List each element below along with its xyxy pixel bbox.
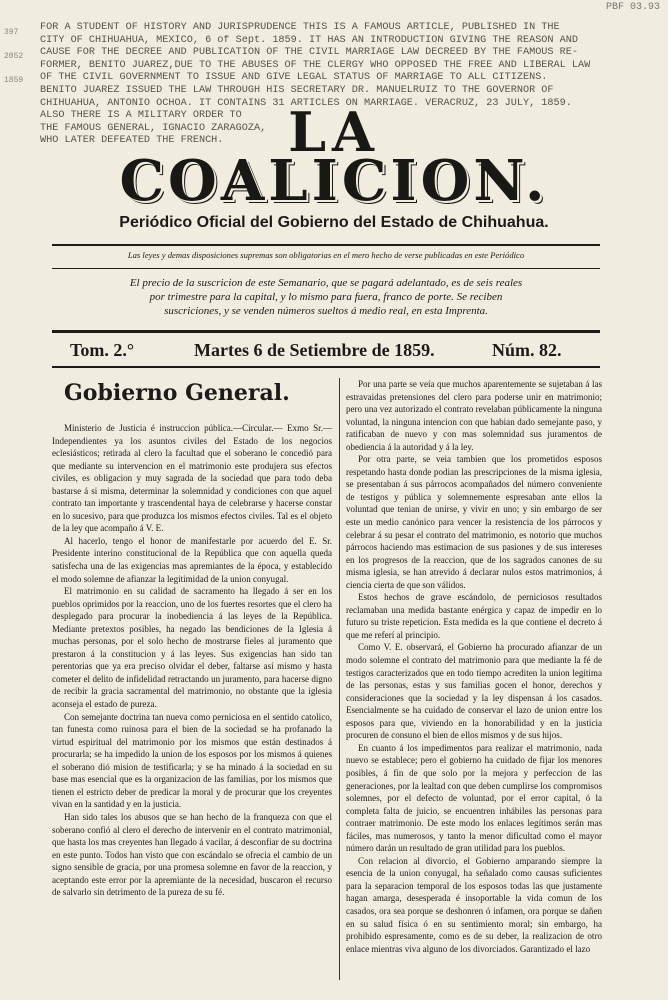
issue-date: Martes 6 de Setiembre de 1859. <box>194 340 435 360</box>
article-paragraph: Como V. E. observará, el Gobierno ha procurado afianzar de un modo solemne el contrato del matrimonio para que mediante la fé de testigos caracterizados que en todo tiempo acrediten la union legítima de las personas, estas y sus familias gocen el honor, derechos y consideraciones que la sociedad y la ley dispensan á los casados. Esencialmente se ha cuidado de conservar el lazo de union entre los esposos para que, viviendo en la honorabilidad y en la justicia procuren de consuno el bien de ellos mismos y de sus hijos. <box>346 642 602 741</box>
subscription-line: por trimestre para la capital, y lo mismo para fuera, franco de porte. Se reciben <box>149 291 503 303</box>
margin-mark: 1859 <box>4 76 24 85</box>
subscription-line: suscriciones, y se venden números sueltos á medio real, en esta Imprenta. <box>164 305 488 317</box>
divider-rule <box>52 330 600 333</box>
divider-rule <box>52 366 600 368</box>
subscription-line: El precio de la suscricion de este Semanario, que se pagará adelantado, es de seis reales <box>129 277 523 289</box>
article-paragraph: El matrimonio en su calidad de sacramento ha llegado á ser en los pueblos oprimidos por la reaccion, uno de los fuertes resortes que el clero ha desplegado para procurar la inobediencia á las leyes de la República. Mediante pretextos posibles, ha negado las bendiciones de la Iglesia á muchas personas, por el solo hecho de mostrarse fieles al juramento que prestaron á la constitucion y á las leyes. Sus exigencias han sido tan perentorias que ya era preciso olvidar el deber, faltarse así mismo y hasta cometer el delito de infidelidad retractando un juramento, para hacerse digno de recibir la gracia sacramental del matrimonio, no obstante que la iglesia aconseja el estado de pureza. <box>52 586 332 710</box>
margin-mark: 397 <box>4 28 19 37</box>
article-column-left <box>52 378 332 899</box>
margin-mark: 2052 <box>4 52 24 61</box>
typed-line: WHO LATER DEFEATED THE FRENCH. <box>40 135 224 147</box>
masthead-title: COALICION. <box>119 148 549 214</box>
article-column-right <box>346 378 602 955</box>
column-divider <box>339 378 340 980</box>
article-paragraph: Ministerio de Justicia é instruccion pública.—Circular.— Exmo Sr.—Independientes ya los asuntos civiles del Estado de los negocios eclesiásticos; retirada al clero la facultad que el soberano le concedió para que mediante su intervencion en el matrimonio este produjera sus efectos civiles, es obligacion y muy sagrada de la sociedad que para todo deba bastarse á si misma, determinar la solemnidad y condiciones con que aquel contrato tan importante y trascendental haya de celebrarse y hacerse constar en lo sucesivo, para que produzca los mismos efectos civiles. Tal es el objeto de la ley que acompaño á V. E. <box>52 423 332 534</box>
typed-line: OF THE CIVIL GOVERNMENT TO ISSUE AND GIVE LEGAL STATUS OF MARRIAGE TO ALL CITIZENS. <box>40 72 548 84</box>
typed-line: CITY OF CHIHUAHUA, MEXICO, 6 of Sept. 1859. IT HAS AN INTRODUCTION GIVING THE REASON AND <box>40 34 578 46</box>
typed-line: ALSO THERE IS A MILITARY ORDER TO <box>40 110 242 122</box>
masthead-subtitle: Periódico Oficial del Gobierno del Estado de Chihuahua. <box>119 214 549 231</box>
divider-rule <box>52 244 600 246</box>
article-heading: Gobierno General. <box>64 380 290 406</box>
article-paragraph: Han sido tales los abusos que se han hecho de la franqueza con que el soberano confió al clero el derecho de intervenir en el contrato matrimonial, que hasta los mas creyentes han llegado á vacilar, á desconfiar de su doctrina en este punto. Todos han visto que con escándalo se ofrecia el cambio de un signo sensible de gracia, por una promesa solemne en favor de la reaccion, y aceptando este error por la apremiante de la necesidad, buscaron el recurso de salvarlo sin detrimento de la pureza de su fé. <box>52 811 332 898</box>
typed-line: FORMER, BENITO JUAREZ,DUE TO THE ABUSES OF THE CLERGY WHO OPPOSED THE FREE AND LIBERAL LAW <box>40 59 591 71</box>
archive-stamp: PBF 03.93 <box>605 2 660 13</box>
issue-number: Núm. 82. <box>492 340 562 360</box>
laws-notice: Las leyes y demas disposiciones supremas son obligatorias en el mero hecho de verse publicadas en este Periódico <box>127 250 525 260</box>
typed-line: FOR A STUDENT OF HISTORY AND JURISPRUDENCE THIS IS A FAMOUS ARTICLE, PUBLISHED IN THE <box>40 22 560 33</box>
article-paragraph: En cuanto á los impedimentos para realizar el matrimonio, nada nuevo se establece; pero el gobierno ha cuidado de fijar los menores posibles, á fin de que solo por la mejora y perfeccion de las generaciones, por la lealtad con que deben cumplirse los compromisos solemnes, por el defecto de voluntad, por el error capital, ó la completa falta de juicio, se encuentren inhábiles las personas para contraer matrimonio. De este modo los enlaces legítimos serán mas fáciles, mas numerosos, y tanto la menor dificultad como el mayor número darán un resultado de gran utilidad para los pueblos. <box>346 742 602 854</box>
typed-line: BENITO JUAREZ ISSUED THE LAW THROUGH HIS SECRETARY DR. MANUELRUIZ TO THE GOVERNOR OF <box>40 84 554 96</box>
article-paragraph: Por otra parte, se veia tambien que los prometidos esposos respetando hasta donde podian las prescripciones de la misma iglesia, se presentaban á sus párrocos acompañados del número conveniente de testigos y pública y solemnemente espresaban ante ellos la voluntad que tenian de unirse, y vivir en uno; y sin embargo de ser este un medio canónico para vencer la resistencia de los párrocos y celebrar á su pesar el contrato del matrimonio, es notorio que muchos párrocos haciendo mas estimacion de sus pasiones y de sus intereses en los progresos de la reaccion, que de los sagrados canones de su misma iglesia, se han atrevido á declarar nulos estos matrimonios, á ciencia cierta de que son válidos. <box>346 454 602 590</box>
article-paragraph: Con semejante doctrina tan nueva como perniciosa en el sentido catolico, tan funesta como ruinosa para el bien de la sociedad se ha profanado la virtud espiritual del matrimonio por los mismos que están destinados á procurarla; se ha impedido la union de los esposos por los mismos á quienes el soberano dió mision de testificarla; y se ha minado á la sociedad en su base mas esencial que es la organizacion de las familias, por los mismos que tienen el estricto deber de predicar la moral y de procurar que los creyentes vivan en la santidad y en la justicia. <box>52 711 332 810</box>
article-paragraph: Estos hechos de grave escándolo, de perniciosos resultados reclamaban una medida bastante enérgica y capaz de impedir en lo futuro su triste repeticion. Esta medida es la que contiene el decreto á que me referí al principio. <box>346 592 602 640</box>
article-paragraph: Con relacion al divorcio, el Gobierno amparando siempre la esencia de la union conyugal, ha señalado como causas suficientes para la separacion temporal de los esposos todas las que justamente hagan amarga, desesperada é insoportable la vida comun de los casados, ora sea porque se deshonren ó infamen, ora porque se dañen en su salud física ó en su sentimiento moral; sin embargo, ha prohibido espresamente, como es de su deber, la realizacion de otro enlace mientras viva alguno de los divorciados. Garantizado el lazo <box>346 855 602 954</box>
typed-line: CAUSE FOR THE DECREE AND PUBLICATION OF THE CIVIL MARRIAGE LAW DECREED BY THE FAMOUS RE- <box>40 47 578 59</box>
article-paragraph: Por una parte se veía que muchos aparentemente se sujetaban á las estravaidas pretensiones del clero para poderse unir en matrimonio; pero una vez autorizado el contrato revelaban públicamente la ninguna voluntad, la ninguna intencion con que habian dado semejante paso, y ratificaban de nuevo y con mas solemnidad sus juramentos de obediencia á la autoridad y á la ley. <box>346 379 602 452</box>
masthead-title-top: LA <box>288 100 380 164</box>
divider-rule <box>52 268 600 269</box>
typed-line: THE FAMOUS GENERAL, IGNACIO ZARAGOZA, <box>40 122 267 134</box>
article-paragraph: Al hacerlo, tengo el honor de manifestarle por acuerdo del E. Sr. Presidente interino constitucional de la República que con aquella queda satisfecha una de las exigencias mas apremiantes de la época, y establecido el modo solemne de afianzar la legitimidad de la union conyugal. <box>52 535 332 584</box>
typed-line: CHIHUAHUA, ANTONIO OCHOA. IT CONTAINS 31 ARTICLES ON MARRIAGE. VERACRUZ, 23 JULY, 1859. <box>40 97 572 109</box>
issue-volume: Tom. 2.° <box>70 340 135 360</box>
subscription-notice <box>66 276 586 318</box>
issue-dateline <box>52 338 600 364</box>
